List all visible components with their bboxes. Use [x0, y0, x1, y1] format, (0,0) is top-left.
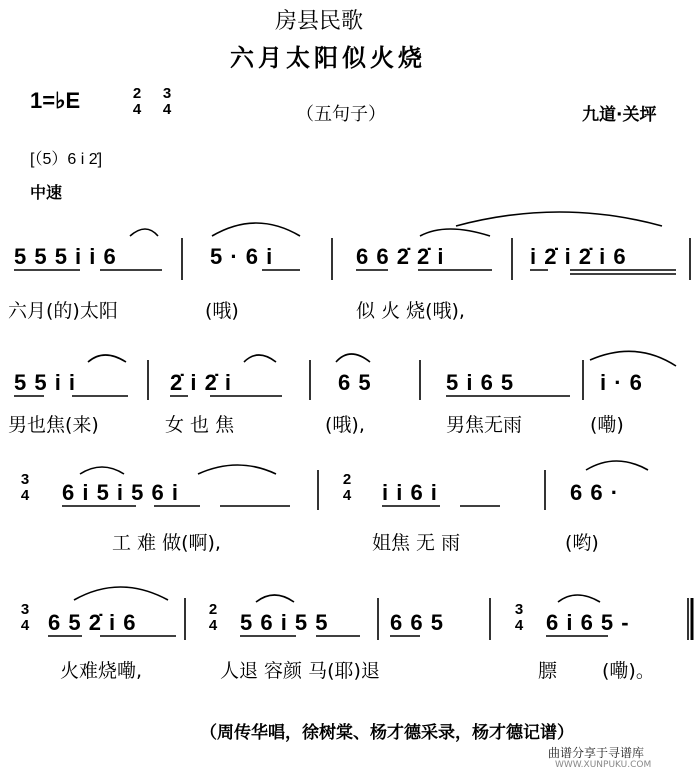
measure: 2̇ i 2̇ i	[170, 370, 233, 395]
lyric: 六月(的)太阳	[8, 300, 118, 322]
time-signature: 2 4	[342, 471, 352, 504]
measure: 6 5 2̇ i 6	[48, 610, 137, 635]
measure: 6 i 5 i 5 6 i	[62, 480, 179, 505]
measure: 6 6 5	[390, 610, 444, 635]
watermark-text: 曲谱分享于寻谱库	[548, 746, 645, 760]
credits: （周传华唱，徐树棠、杨才德采录，杨才德记谱）	[200, 723, 574, 743]
intro-motif: [（5）6 i 2̇]	[30, 151, 103, 168]
lyric: 男也焦(来)	[8, 414, 99, 436]
lyric: 似 火 烧(哦),	[356, 300, 465, 322]
measure: 6 6 2̇ 2̇ i	[356, 244, 445, 269]
measure: 5 · 6 i	[210, 244, 274, 269]
watermark-url: WWW.XUNPUKU.COM	[555, 760, 652, 770]
measure: 6 5	[338, 370, 372, 395]
measure: 5 5 5 i i 6	[14, 244, 117, 269]
lyric: 火难烧嘞,	[60, 660, 143, 682]
lyric: (嘞)	[590, 414, 624, 436]
time-signature-2-4: 2 4	[132, 85, 142, 118]
measure: 5 6 i 5 5	[240, 610, 329, 635]
lyric: (哟)	[565, 532, 599, 554]
song-supertitle: 房县民歌	[275, 9, 364, 34]
lyric: (嘞)。	[602, 660, 655, 682]
lyric: 女 也 焦	[165, 414, 235, 436]
song-origin: 九道·关坪	[582, 105, 657, 125]
measure: 5 5 i i	[14, 370, 77, 395]
time-signature: 3 4	[20, 601, 30, 634]
lyric: 工 难 做(啊),	[112, 532, 221, 554]
time-signature: 3 4	[514, 601, 524, 634]
time-signature-3-4: 3 4	[162, 85, 172, 118]
measure: 6 i 6 5 -	[546, 610, 630, 635]
lyric: 男焦无雨	[446, 414, 523, 436]
time-signature: 3 4	[20, 471, 30, 504]
lyric: (哦),	[325, 414, 365, 436]
tempo-marking: 中速	[30, 183, 63, 202]
time-signature: 2 4	[208, 601, 218, 634]
lyric: 膘	[538, 660, 558, 682]
measure: i 2̇ i 2̇ i 6	[530, 244, 627, 269]
lyric: 人退 容颜 马(耶)退	[220, 660, 380, 682]
lyric: 姐焦 无 雨	[372, 532, 461, 554]
measure: 6 6 ·	[570, 480, 620, 505]
measure: i · 6	[600, 370, 643, 395]
key-signature: 1=♭E	[30, 88, 81, 113]
measure: 5 i 6 5	[446, 370, 515, 395]
song-form: （五句子）	[296, 104, 386, 125]
lyric: (哦)	[205, 300, 239, 322]
measure: i i 6 i	[382, 480, 438, 505]
song-title: 六月太阳似火烧	[230, 44, 426, 72]
